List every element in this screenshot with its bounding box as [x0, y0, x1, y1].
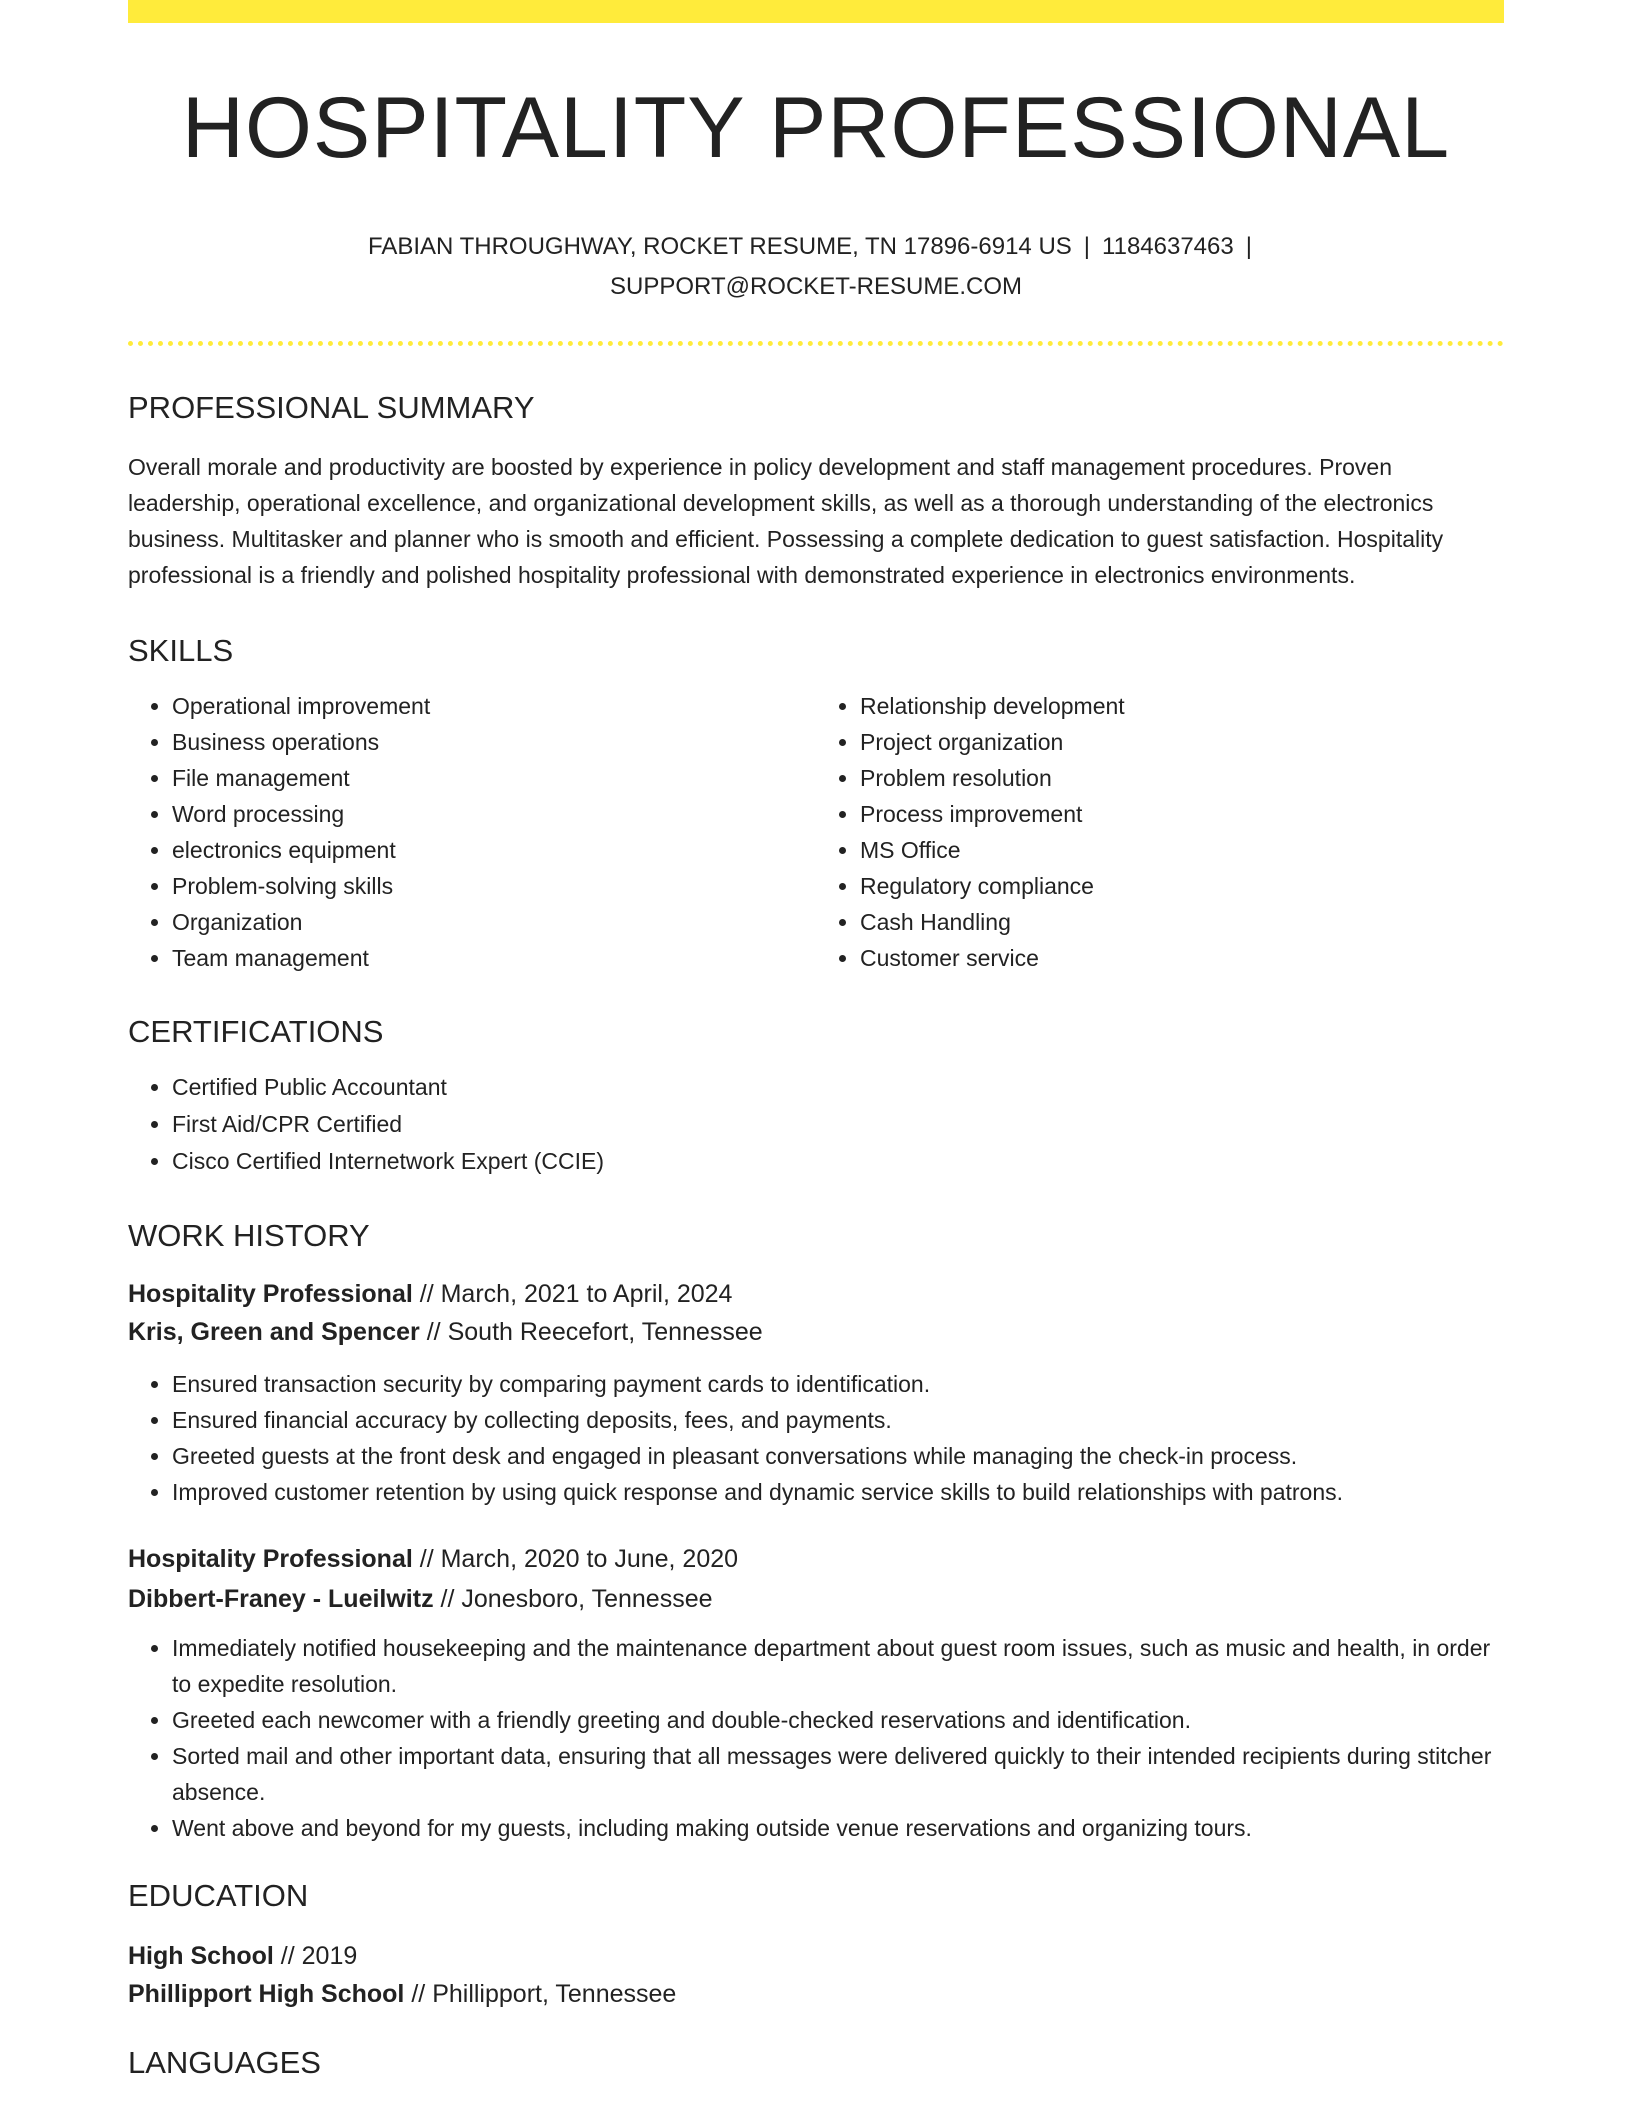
- job-dates: March, 2020 to June, 2020: [440, 1545, 739, 1573]
- job-bullet: • Improved customer retention by using quick response and dynamic service skills to build relationships with patrons.: [172, 1474, 1504, 1510]
- job-bullet: • Immediately notified housekeeping and the maintenance department about guest room issues, such as music and health, in order to expedite resolution.: [172, 1630, 1504, 1702]
- work-history-heading: WORK HISTORY: [128, 1218, 370, 1253]
- job-role: Hospitality Professional: [128, 1280, 413, 1308]
- skill-item: • File management: [172, 760, 816, 796]
- education-separator: //: [280, 1942, 295, 1970]
- job-bullet: • Ensured financial accuracy by collecting deposits, fees, and payments.: [172, 1402, 1504, 1438]
- skill-item: • Regulatory compliance: [860, 868, 1504, 904]
- job-title-line: [128, 1275, 1504, 1313]
- skill-item: • MS Office: [860, 832, 1504, 868]
- job-entry: [128, 1540, 1504, 1846]
- education-school-line: [128, 1975, 1504, 2013]
- accent-top-bar: [128, 0, 1504, 23]
- resume-name: HOSPITALITY PROFESSIONAL: [181, 80, 1451, 176]
- job-bullet: • Went above and beyond for my guests, including making outside venue reservations and organizing tours.: [172, 1810, 1504, 1846]
- job-location: South Reecefort, Tennessee: [447, 1318, 763, 1346]
- certifications-heading: CERTIFICATIONS: [128, 1014, 384, 1049]
- skill-item: • Organization: [172, 904, 816, 940]
- skill-item: • electronics equipment: [172, 832, 816, 868]
- contact-email[interactable]: SUPPORT@ROCKET-RESUME.COM: [610, 273, 1022, 300]
- skill-item: • Operational improvement: [172, 688, 816, 724]
- certification-item: • First Aid/CPR Certified: [172, 1106, 1504, 1143]
- skills-column-right: [816, 688, 1504, 976]
- education-heading: EDUCATION: [128, 1878, 309, 1913]
- certifications-list: [128, 1069, 1504, 1180]
- job-title-line: [128, 1540, 1504, 1578]
- contact-separator: |: [1083, 233, 1091, 260]
- skill-item: • Project organization: [860, 724, 1504, 760]
- skill-item: • Customer service: [860, 940, 1504, 976]
- job-separator: //: [440, 1585, 455, 1613]
- job-separator: //: [426, 1318, 441, 1346]
- job-bullet: • Greeted each newcomer with a friendly greeting and double-checked reservations and identification.: [172, 1702, 1504, 1738]
- job-bullet: • Ensured transaction security by comparing payment cards to identification.: [172, 1366, 1504, 1402]
- job-location: Jonesboro, Tennessee: [461, 1585, 713, 1613]
- job-separator: //: [419, 1545, 434, 1573]
- job-entry: [128, 1275, 1504, 1510]
- certification-item: • Cisco Certified Internetwork Expert (CCIE): [172, 1143, 1504, 1180]
- education-year: 2019: [301, 1942, 358, 1970]
- education-school: Phillipport High School: [128, 1980, 405, 2008]
- education-separator: //: [411, 1980, 426, 2008]
- job-bullets: [128, 1366, 1504, 1510]
- skill-item: • Cash Handling: [860, 904, 1504, 940]
- job-bullet: • Sorted mail and other important data, ensuring that all messages were delivered quickly to their intended recipients during stitcher absence.: [172, 1738, 1504, 1810]
- skill-item: • Process improvement: [860, 796, 1504, 832]
- summary-text: Overall morale and productivity are boosted by experience in policy development and staff management procedures. Proven leadership, operational excellence, and organizational development skills, as well as a thorough understanding of the electronics business. Multitasker and planner who is smooth and efficient. Possessing a complete dedication to guest satisfaction. Hospitality professional is a friendly and polished hospitality professional with demonstrated experience in electronics environments.: [128, 454, 1444, 588]
- education-location: Phillipport, Tennessee: [432, 1980, 677, 2008]
- contact-phone: 1184637463: [1102, 233, 1234, 260]
- contact-info: [316, 227, 1316, 307]
- skills-list: [128, 688, 1504, 976]
- job-bullets: [128, 1630, 1504, 1846]
- resume-page: [128, 0, 1504, 2078]
- skill-item: • Problem-solving skills: [172, 868, 816, 904]
- job-company-line: [128, 1580, 1504, 1618]
- job-separator: //: [419, 1280, 434, 1308]
- skills-heading: SKILLS: [128, 633, 234, 668]
- job-dates: March, 2021 to April, 2024: [440, 1280, 733, 1308]
- contact-address: FABIAN THROUGHWAY, ROCKET RESUME, TN 17896-6914 US: [368, 233, 1072, 260]
- dotted-divider: [128, 341, 1504, 346]
- skill-item: • Word processing: [172, 796, 816, 832]
- education-degree-line: [128, 1937, 1504, 1975]
- skill-item: • Business operations: [172, 724, 816, 760]
- job-company-line: [128, 1313, 1504, 1351]
- summary-heading: PROFESSIONAL SUMMARY: [128, 390, 535, 425]
- skills-column-left: [128, 688, 816, 976]
- job-role: Hospitality Professional: [128, 1545, 413, 1573]
- contact-separator: |: [1245, 233, 1252, 260]
- education-entry: [128, 1937, 1504, 2013]
- education-degree: High School: [128, 1942, 274, 1970]
- certification-item: • Certified Public Accountant: [172, 1069, 1504, 1106]
- job-company: Dibbert-Franey - Lueilwitz: [128, 1585, 434, 1613]
- job-bullet: • Greeted guests at the front desk and engaged in pleasant conversations while managing the check-in process.: [172, 1438, 1504, 1474]
- languages-heading: LANGUAGES: [128, 2045, 321, 2080]
- skill-item: • Team management: [172, 940, 816, 976]
- skill-item: • Relationship development: [860, 688, 1504, 724]
- skill-item: • Problem resolution: [860, 760, 1504, 796]
- job-company: Kris, Green and Spencer: [128, 1318, 420, 1346]
